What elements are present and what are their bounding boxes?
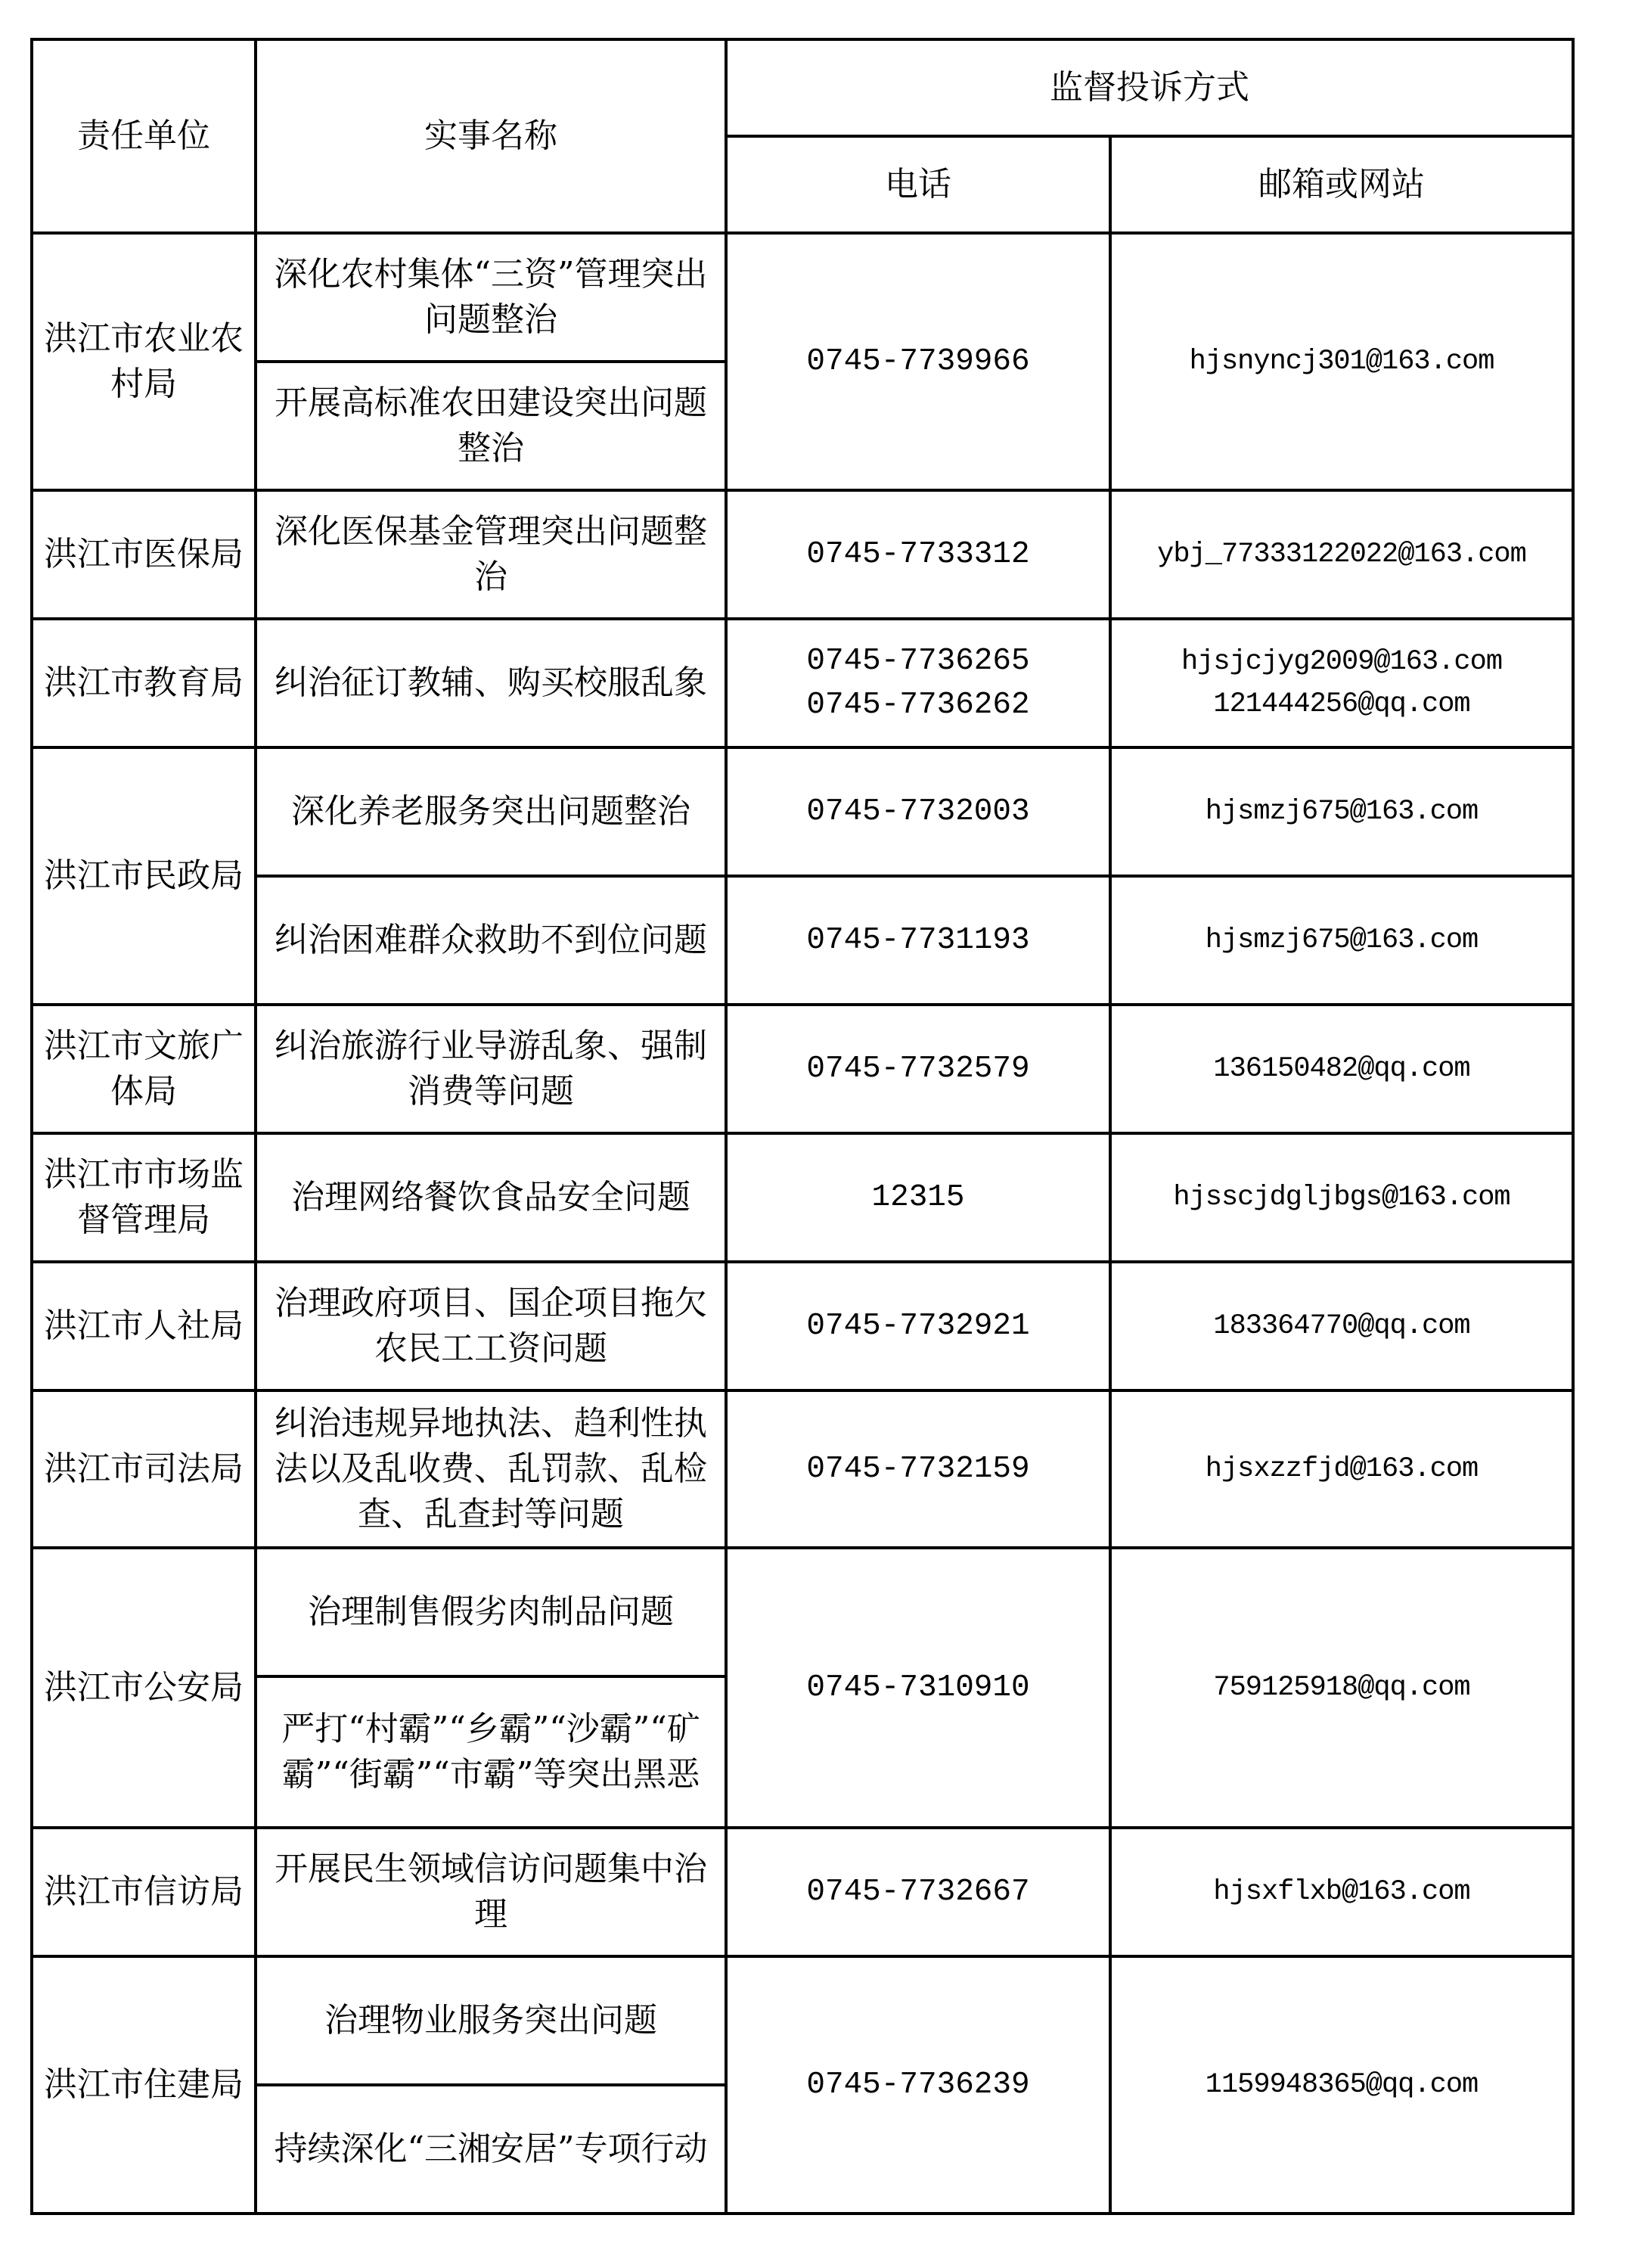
table-row <box>32 1262 1573 1390</box>
phone-cell: 0745-7733312 <box>726 490 1110 619</box>
unit-cell: 洪江市住建局 <box>32 1956 256 2214</box>
supervision-table <box>30 38 1575 2215</box>
table-row <box>32 876 1573 1005</box>
item-cell: 治理制售假劣肉制品问题 <box>256 1548 726 1676</box>
phone-cell <box>726 619 1110 747</box>
item-cell: 纠治违规异地执法、趋利性执法以及乱收费、乱罚款、乱检查、乱查封等问题 <box>256 1390 726 1548</box>
unit-cell: 洪江市教育局 <box>32 619 256 747</box>
header-item: 实事名称 <box>256 39 726 233</box>
email-cell[interactable]: 1159948365@qq.com <box>1110 1956 1573 2214</box>
unit-cell: 洪江市信访局 <box>32 1828 256 1956</box>
email-cell[interactable]: hjsxflxb@163.com <box>1110 1828 1573 1956</box>
table-row <box>32 619 1573 747</box>
item-cell: 深化养老服务突出问题整治 <box>256 747 726 876</box>
item-cell: 治理政府项目、国企项目拖欠农民工工资问题 <box>256 1262 726 1390</box>
email-cell[interactable]: hjsscjdgljbgs@163.com <box>1110 1133 1573 1262</box>
item-cell: 开展高标准农田建设突出问题整治 <box>256 362 726 490</box>
table-row <box>32 1548 1573 1676</box>
unit-cell: 洪江市司法局 <box>32 1390 256 1548</box>
phone-cell: 0745-7732667 <box>726 1828 1110 1956</box>
table-row <box>32 1133 1573 1262</box>
phone-cell: 0745-7731193 <box>726 876 1110 1005</box>
item-cell: 持续深化“三湘安居”专项行动 <box>256 2085 726 2214</box>
email-cell[interactable]: hjsxzzfjd@163.com <box>1110 1390 1573 1548</box>
email-line[interactable]: 121444256@qq.com <box>1213 688 1470 720</box>
email-cell <box>1110 619 1573 747</box>
item-cell: 治理物业服务突出问题 <box>256 1956 726 2085</box>
unit-cell: 洪江市公安局 <box>32 1548 256 1828</box>
unit-cell: 洪江市医保局 <box>32 490 256 619</box>
phone-cell: 0745-7732921 <box>726 1262 1110 1390</box>
item-cell: 治理网络餐饮食品安全问题 <box>256 1133 726 1262</box>
unit-cell: 洪江市人社局 <box>32 1262 256 1390</box>
unit-cell: 洪江市农业农村局 <box>32 233 256 490</box>
item-cell: 纠治旅游行业导游乱象、强制消费等问题 <box>256 1005 726 1133</box>
header-phone: 电话 <box>726 136 1110 233</box>
table-row <box>32 1828 1573 1956</box>
table-row <box>32 1390 1573 1548</box>
email-cell[interactable]: 136150482@qq.com <box>1110 1005 1573 1133</box>
table-row <box>32 747 1573 876</box>
phone-cell: 0745-7732579 <box>726 1005 1110 1133</box>
header-supervision: 监督投诉方式 <box>726 39 1573 136</box>
table-row <box>32 490 1573 619</box>
item-cell: 纠治征订教辅、购买校服乱象 <box>256 619 726 747</box>
phone-cell: 0745-7732159 <box>726 1390 1110 1548</box>
table-row <box>32 1005 1573 1133</box>
unit-cell: 洪江市市场监督管理局 <box>32 1133 256 1262</box>
phone-cell: 0745-7732003 <box>726 747 1110 876</box>
item-cell: 严打“村霸”“乡霸”“沙霸”“矿霸”“街霸”“市霸”等突出黑恶 <box>256 1676 726 1828</box>
item-cell: 纠治困难群众救助不到位问题 <box>256 876 726 1005</box>
email-cell[interactable]: hjsmzj675@163.com <box>1110 876 1573 1005</box>
header-email: 邮箱或网站 <box>1110 136 1573 233</box>
email-line[interactable]: hjsjcjyg2009@163.com <box>1181 646 1503 678</box>
phone-cell: 0745-7739966 <box>726 233 1110 490</box>
phone-cell: 0745-7736239 <box>726 1956 1110 2214</box>
table-row <box>32 233 1573 362</box>
item-cell: 深化农村集体“三资”管理突出问题整治 <box>256 233 726 362</box>
phone-line: 0745-7736265 <box>806 644 1030 679</box>
email-cell[interactable]: hjsnyncj301@163.com <box>1110 233 1573 490</box>
table-row <box>32 1956 1573 2085</box>
phone-cell: 12315 <box>726 1133 1110 1262</box>
phone-cell: 0745-7310910 <box>726 1548 1110 1828</box>
unit-cell: 洪江市民政局 <box>32 747 256 1005</box>
item-cell: 深化医保基金管理突出问题整治 <box>256 490 726 619</box>
email-cell[interactable]: 759125918@qq.com <box>1110 1548 1573 1828</box>
unit-cell: 洪江市文旅广体局 <box>32 1005 256 1133</box>
phone-line: 0745-7736262 <box>806 688 1030 722</box>
header-unit: 责任单位 <box>32 39 256 233</box>
email-cell[interactable]: ybj_77333122022@163.com <box>1110 490 1573 619</box>
item-cell: 开展民生领域信访问题集中治理 <box>256 1828 726 1956</box>
email-cell[interactable]: 183364770@qq.com <box>1110 1262 1573 1390</box>
document-page <box>30 38 1575 2215</box>
email-cell[interactable]: hjsmzj675@163.com <box>1110 747 1573 876</box>
